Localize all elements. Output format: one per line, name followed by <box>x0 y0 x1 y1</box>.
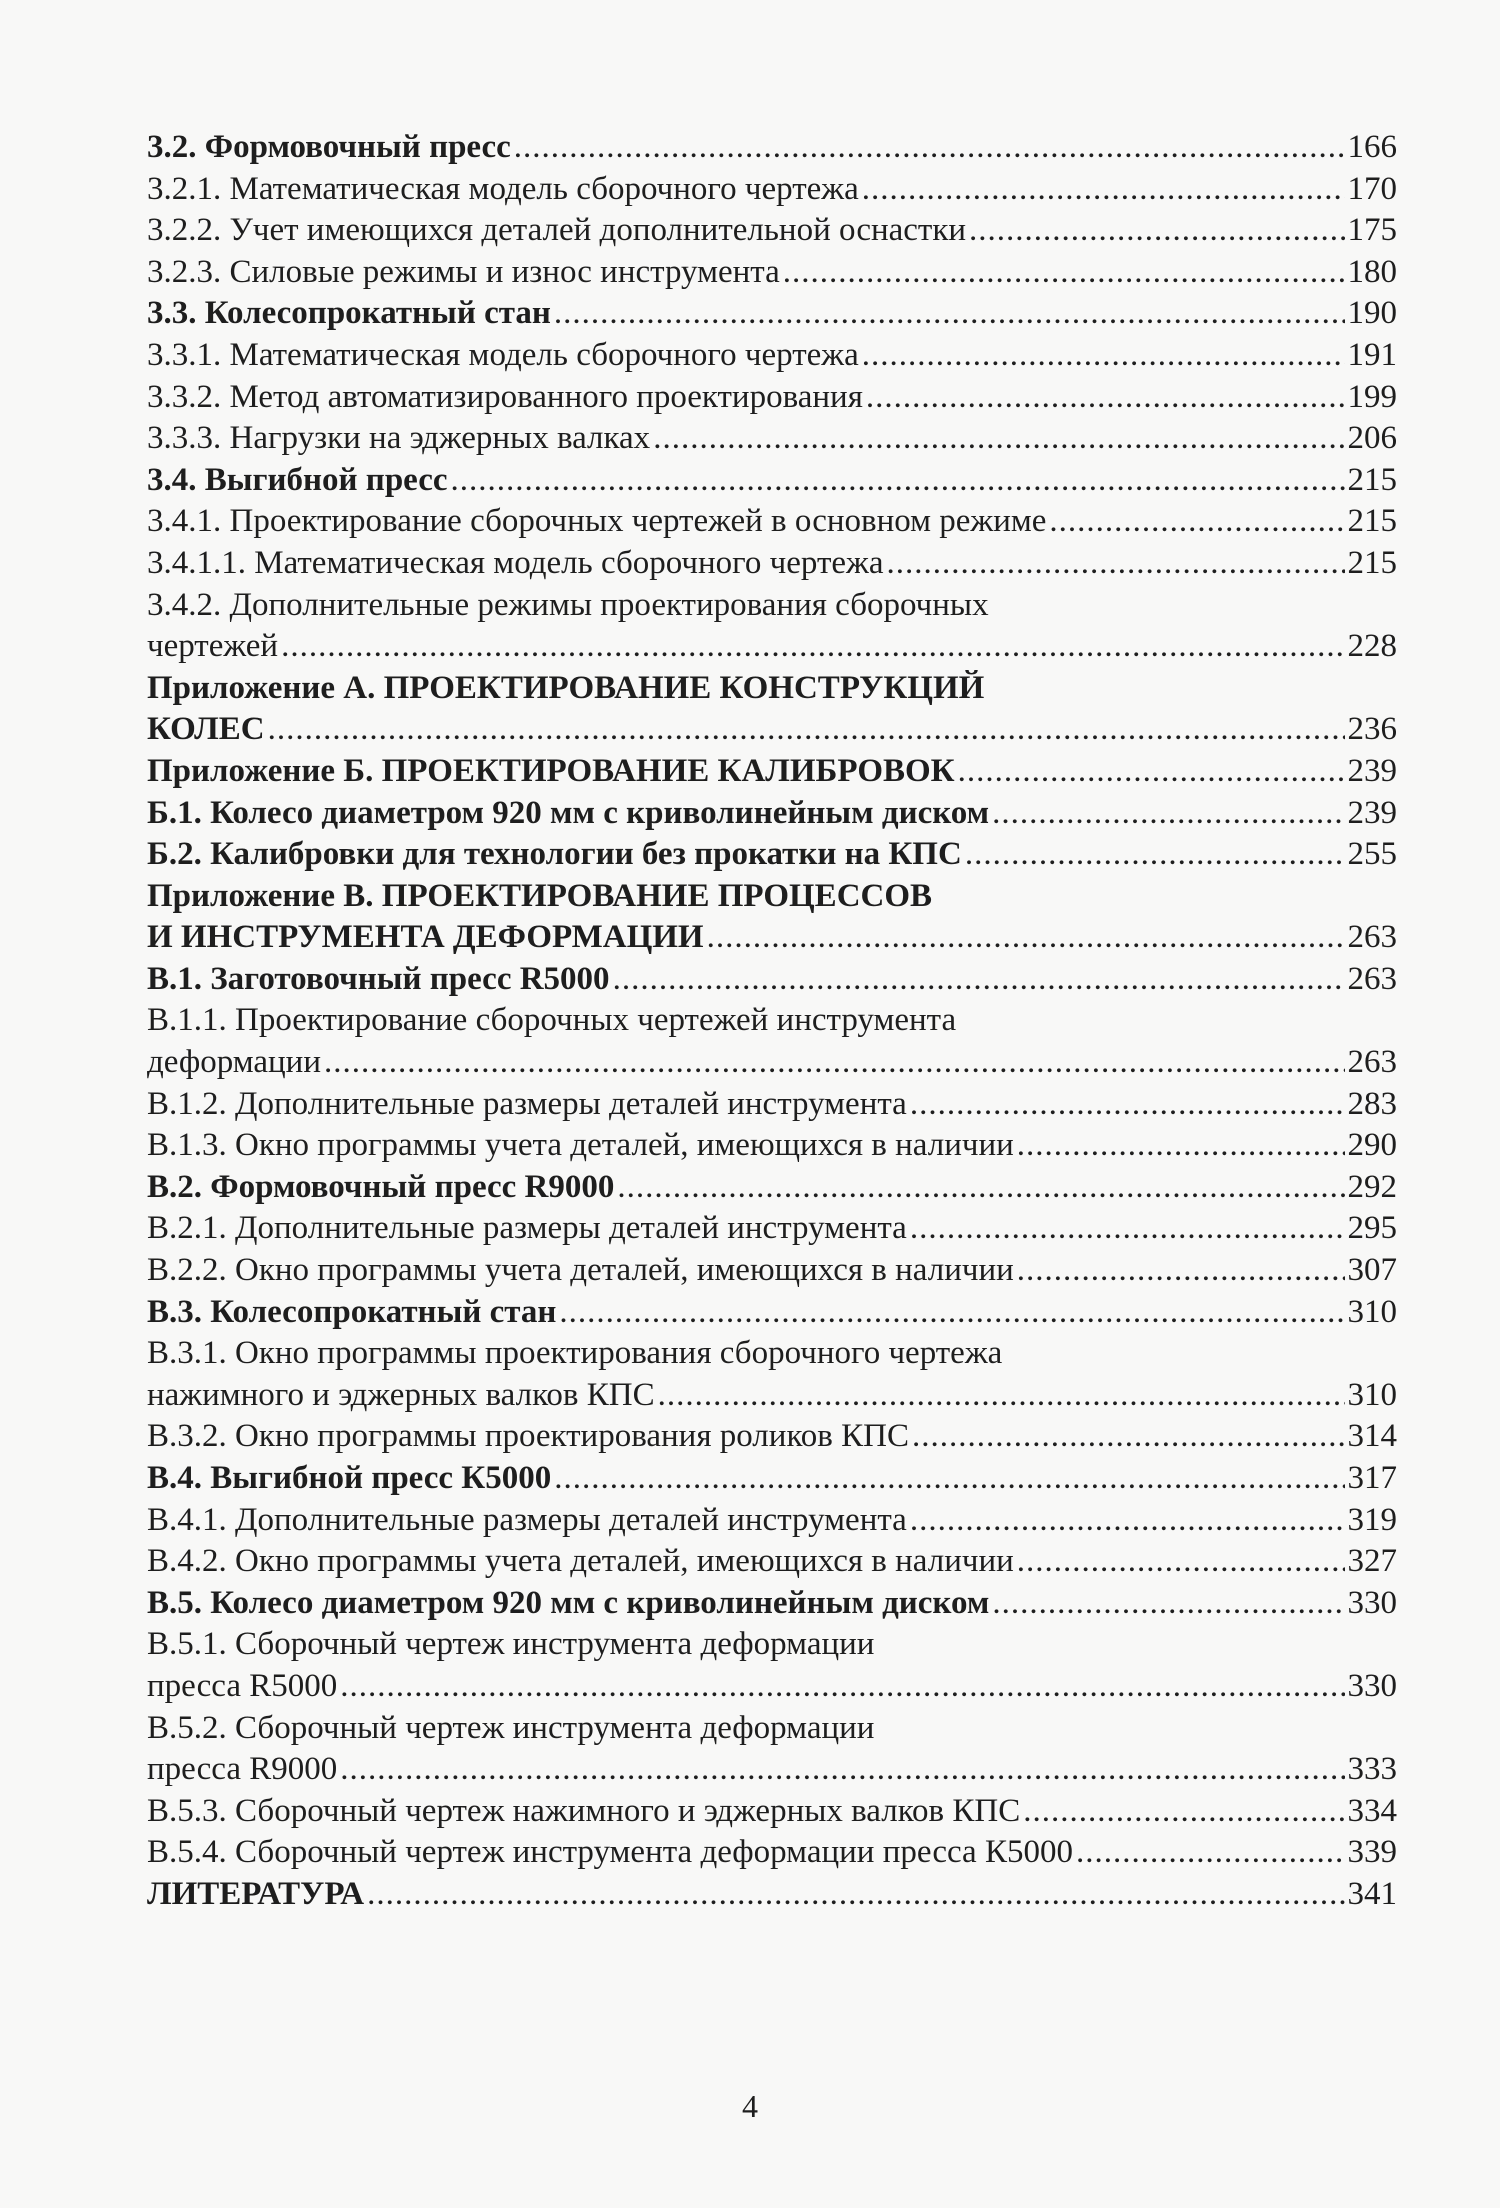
toc-entry-title-continuation: КОЛЕС <box>147 711 265 748</box>
toc-entry-title: В.4.1. Дополнительные размеры деталей инструмента <box>147 1501 907 1538</box>
toc-entry-page: 166 <box>1347 129 1397 165</box>
toc-entry-title: В.2. Формовочный пресс R9000 <box>147 1168 615 1205</box>
toc-entry-page: 199 <box>1347 378 1397 415</box>
dot-leader <box>451 460 1345 502</box>
toc-entry <box>147 501 1397 543</box>
dot-leader <box>783 252 1345 294</box>
page-number: 4 <box>742 2088 758 2124</box>
toc-entry-page: 290 <box>1347 1127 1397 1164</box>
toc-entry <box>147 1125 1397 1167</box>
dot-leader <box>992 793 1344 835</box>
toc-entry <box>147 293 1397 335</box>
toc-entry <box>147 1292 1397 1334</box>
toc-entry-title: 3.2.2. Учет имеющихся деталей дополнительной оснастки <box>147 212 967 249</box>
dot-leader <box>707 917 1345 959</box>
dot-leader <box>862 335 1345 377</box>
toc-entry-page: 319 <box>1347 1501 1397 1538</box>
toc-entry <box>147 460 1397 502</box>
toc-entry <box>147 1458 1397 1500</box>
dot-leader <box>514 127 1345 169</box>
toc-entry <box>147 169 1397 211</box>
toc-entry-title-continuation: И ИНСТРУМЕНТА ДЕФОРМАЦИИ <box>147 919 704 956</box>
toc-entry <box>147 418 1397 460</box>
toc-entry-title: 3.4.1.1. Математическая модель сборочного чертежа <box>147 544 884 581</box>
toc-entry-page: 292 <box>1347 1168 1397 1205</box>
toc-entry <box>147 1333 1397 1416</box>
dot-leader <box>1017 1250 1345 1292</box>
toc-entry <box>147 1624 1397 1707</box>
dot-leader <box>886 543 1344 585</box>
toc-entry-title: В.1.2. Дополнительные размеры деталей инструмента <box>147 1085 907 1122</box>
toc-entry-title: В.5.2. Сборочный чертеж инструмента деформации <box>147 1709 875 1746</box>
toc-entry-page: 215 <box>1347 461 1397 498</box>
dot-leader <box>866 377 1345 419</box>
dot-leader <box>958 751 1345 793</box>
toc-entry-title: В.5.1. Сборочный чертеж инструмента деформации <box>147 1626 875 1663</box>
toc-entry <box>147 1500 1397 1542</box>
toc-entry <box>147 876 1397 959</box>
toc-entry <box>147 1874 1397 1916</box>
toc-entry <box>147 543 1397 585</box>
dot-leader <box>965 834 1345 876</box>
toc-entry-title-continuation: пресса R5000 <box>147 1667 338 1704</box>
dot-leader <box>910 1084 1345 1126</box>
dot-leader <box>969 210 1344 252</box>
toc-entry <box>147 1541 1397 1583</box>
toc-entry-title: В.2.2. Окно программы учета деталей, имеющихся в наличии <box>147 1252 1014 1289</box>
toc-entry-title: В.3.2. Окно программы проектирования роликов КПС <box>147 1418 909 1455</box>
toc-entry-page: 327 <box>1347 1543 1397 1580</box>
dot-leader <box>613 959 1345 1001</box>
toc-entry-page: 339 <box>1347 1834 1397 1871</box>
dot-leader <box>617 1167 1344 1209</box>
toc-entry-title: 3.4.1. Проектирование сборочных чертежей в основном режиме <box>147 503 1047 540</box>
dot-leader <box>340 1666 1344 1708</box>
toc-entry <box>147 668 1397 751</box>
toc-entry-page: 180 <box>1347 253 1397 290</box>
dot-leader <box>1049 501 1344 543</box>
toc-entry-title: В.5. Колесо диаметром 920 мм с криволинейным диском <box>147 1584 990 1621</box>
dot-leader <box>559 1292 1344 1334</box>
toc-entry <box>147 1084 1397 1126</box>
dot-leader <box>912 1416 1345 1458</box>
toc-entry-title-continuation: деформации <box>147 1044 322 1081</box>
toc-entry-title-continuation: нажимного и эджерных валков КПС <box>147 1376 655 1413</box>
toc-entry-title: 3.2.3. Силовые режимы и износ инструмента <box>147 253 780 290</box>
toc-entry <box>147 1708 1397 1791</box>
toc-entry-page: 206 <box>1347 420 1397 457</box>
dot-leader <box>1017 1125 1345 1167</box>
toc-entry-title: 3.3.1. Математическая модель сборочного чертежа <box>147 336 859 373</box>
toc-entry-title: Приложение В. ПРОЕКТИРОВАНИЕ ПРОЦЕССОВ <box>147 877 933 914</box>
toc-entry-title: В.3. Колесопрокатный стан <box>147 1293 557 1330</box>
toc-entry-page: 310 <box>1347 1376 1397 1413</box>
dot-leader <box>554 293 1345 335</box>
toc-entry-page: 341 <box>1347 1875 1397 1912</box>
toc-entry-title: 3.4. Выгибной пресс <box>147 461 448 498</box>
toc-entry-title: В.1.1. Проектирование сборочных чертежей инструмента <box>147 1002 957 1039</box>
toc-entry-page: 295 <box>1347 1210 1397 1247</box>
dot-leader <box>658 1375 1345 1417</box>
dot-leader <box>992 1583 1344 1625</box>
dot-leader <box>268 709 1345 751</box>
toc-entry-title: В.1.3. Окно программы учета деталей, имеющихся в наличии <box>147 1127 1014 1164</box>
toc-entry-page: 333 <box>1347 1751 1397 1788</box>
toc-entry-page: 236 <box>1347 711 1397 748</box>
toc-entry <box>147 1208 1397 1250</box>
toc-entry-page: 334 <box>1347 1792 1397 1829</box>
toc-entry-page: 239 <box>1347 794 1397 831</box>
dot-leader <box>653 418 1344 460</box>
toc-entry <box>147 1791 1397 1833</box>
toc-entry-page: 307 <box>1347 1252 1397 1289</box>
toc-entry <box>147 1167 1397 1209</box>
toc-entry-page: 263 <box>1347 1044 1397 1081</box>
toc-entry-title: 3.3.2. Метод автоматизированного проектирования <box>147 378 863 415</box>
dot-leader <box>910 1208 1345 1250</box>
toc-entry <box>147 585 1397 668</box>
toc-entry-page: 314 <box>1347 1418 1397 1455</box>
toc-entry <box>147 1250 1397 1292</box>
toc-entry <box>147 751 1397 793</box>
toc-entry <box>147 335 1397 377</box>
toc-entry <box>147 127 1397 169</box>
toc-entry-page: 263 <box>1347 919 1397 956</box>
toc-entry <box>147 834 1397 876</box>
toc-entry-page: 170 <box>1347 170 1397 207</box>
toc-entry-page: 228 <box>1347 628 1397 665</box>
toc-entry <box>147 377 1397 419</box>
toc-entry-page: 330 <box>1347 1667 1397 1704</box>
toc-entry-title: В.5.4. Сборочный чертеж инструмента деформации пресса К5000 <box>147 1834 1073 1871</box>
toc-entry-title: Приложение Б. ПРОЕКТИРОВАНИЕ КАЛИБРОВОК <box>147 752 955 789</box>
toc-entry <box>147 1000 1397 1083</box>
toc-entry-title: В.4. Выгибной пресс К5000 <box>147 1460 552 1496</box>
toc-entry <box>147 959 1397 1001</box>
toc-entry-title: Б.2. Калибровки для технологии без прокатки на КПС <box>147 836 962 873</box>
dot-leader <box>367 1874 1344 1916</box>
toc-entry-title: ЛИТЕРАТУРА <box>147 1875 365 1912</box>
toc-entry-title-continuation: чертежей <box>147 628 279 665</box>
dot-leader <box>862 169 1345 211</box>
toc-entry-page: 283 <box>1347 1085 1397 1122</box>
dot-leader <box>1076 1832 1345 1874</box>
toc-entry-page: 310 <box>1347 1293 1397 1330</box>
toc-entry-page: 239 <box>1347 752 1397 789</box>
toc-entry-page: 330 <box>1347 1584 1397 1621</box>
dot-leader <box>554 1458 1344 1500</box>
table-of-contents <box>147 127 1397 1916</box>
toc-entry-title: 3.3.3. Нагрузки на эджерных валках <box>147 420 651 457</box>
toc-entry <box>147 1832 1397 1874</box>
toc-entry <box>147 252 1397 294</box>
toc-entry <box>147 1583 1397 1625</box>
dot-leader <box>1017 1541 1345 1583</box>
toc-entry <box>147 793 1397 835</box>
toc-entry-title: В.3.1. Окно программы проектирования сборочного чертежа <box>147 1335 1003 1372</box>
toc-entry-title: 3.2.1. Математическая модель сборочного чертежа <box>147 170 859 207</box>
toc-entry <box>147 1416 1397 1458</box>
toc-entry-page: 215 <box>1347 503 1397 540</box>
toc-entry-title-continuation: пресса R9000 <box>147 1751 338 1788</box>
dot-leader <box>281 626 1344 668</box>
dot-leader <box>324 1042 1344 1084</box>
toc-entry-title: 3.3. Колесопрокатный стан <box>147 295 551 332</box>
toc-entry-title: 3.2. Формовочный пресс <box>147 129 511 165</box>
toc-entry-title: Приложение А. ПРОЕКТИРОВАНИЕ КОНСТРУКЦИЙ <box>147 669 985 706</box>
toc-entry-title: В.2.1. Дополнительные размеры деталей инструмента <box>147 1210 907 1247</box>
toc-entry-page: 190 <box>1347 295 1397 332</box>
dot-leader <box>910 1500 1345 1542</box>
dot-leader <box>340 1749 1344 1791</box>
toc-entry-page: 215 <box>1347 544 1397 581</box>
toc-entry-title: В.1. Заготовочный пресс R5000 <box>147 960 610 997</box>
toc-entry-page: 255 <box>1347 836 1397 873</box>
toc-entry-page: 263 <box>1347 960 1397 997</box>
toc-entry-title: В.4.2. Окно программы учета деталей, имеющихся в наличии <box>147 1543 1014 1580</box>
toc-entry-page: 317 <box>1347 1460 1397 1496</box>
toc-entry <box>147 210 1397 252</box>
toc-entry-page: 191 <box>1347 336 1397 373</box>
toc-entry-title: 3.4.2. Дополнительные режимы проектирования сборочных <box>147 586 989 623</box>
toc-entry-title: В.5.3. Сборочный чертеж нажимного и эджерных валков КПС <box>147 1792 1021 1829</box>
toc-entry-title: Б.1. Колесо диаметром 920 мм с криволинейным диском <box>147 794 990 831</box>
toc-entry-page: 175 <box>1347 212 1397 249</box>
dot-leader <box>1023 1791 1344 1833</box>
